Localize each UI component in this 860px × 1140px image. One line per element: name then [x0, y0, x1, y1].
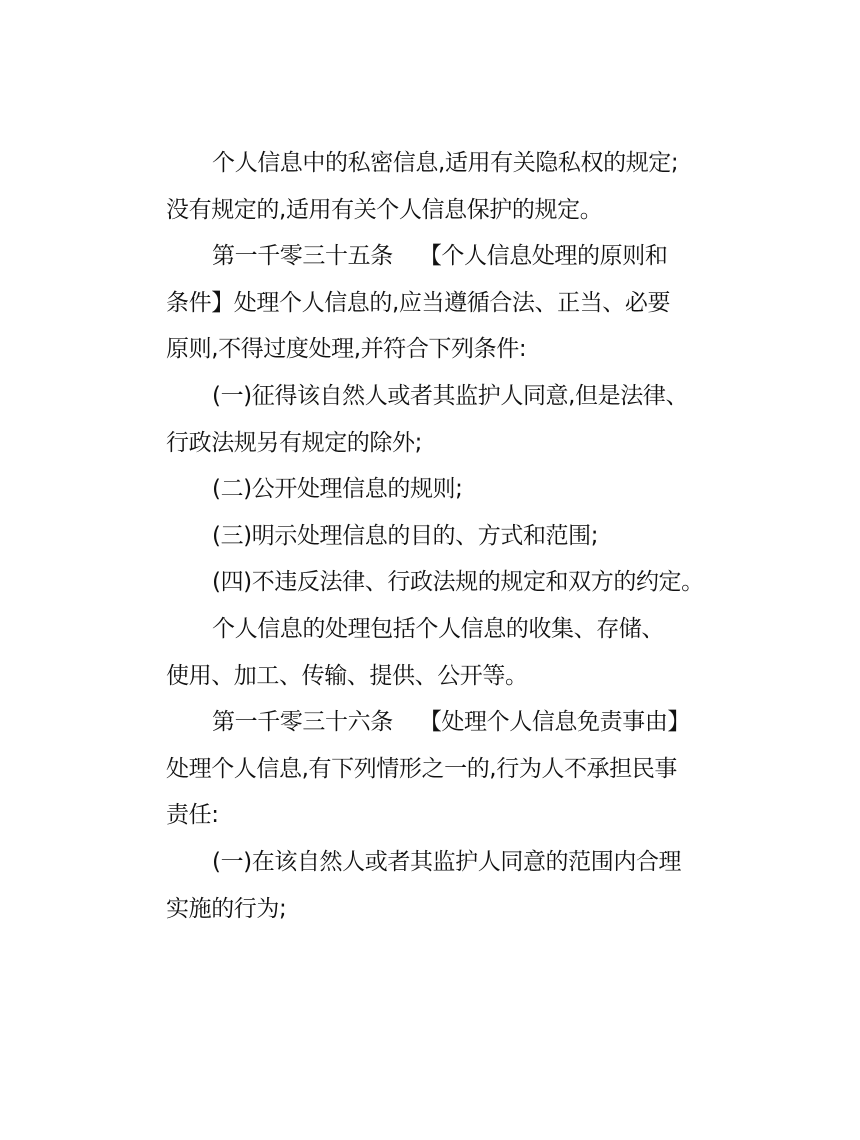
text-line: (三)明示处理信息的目的、方式和范围;	[212, 522, 599, 549]
text-line: (一)征得该自然人或者其监护人同意,但是法律、	[212, 382, 689, 409]
text-line: 没有规定的,适用有关个人信息保护的规定。	[166, 196, 603, 223]
article-heading-line	[166, 699, 726, 746]
text-line: 责任:	[166, 802, 219, 829]
text-line: 实施的行为;	[166, 895, 287, 922]
text-line: 条件】处理个人信息的,应当遵循合法、正当、必要	[166, 289, 671, 316]
article-heading-line	[166, 233, 726, 280]
text-line: 处理个人信息,有下列情形之一的,行为人不承担民事	[166, 755, 678, 782]
text-line: 个人信息中的私密信息,适用有关隐私权的规定;	[212, 150, 679, 176]
text-line: (一)在该自然人或者其监护人同意的范围内合理	[212, 848, 682, 875]
text-line: 行政法规另有规定的除外;	[166, 429, 422, 456]
article-title: 【个人信息处理的原则和	[418, 243, 668, 270]
document-body	[166, 140, 726, 932]
text-line: (二)公开处理信息的规则;	[212, 476, 463, 503]
text-line: 原则,不得过度处理,并符合下列条件:	[166, 336, 527, 363]
text-line: 使用、加工、传输、提供、公开等。	[166, 662, 528, 689]
article-number: 第一千零三十六条	[212, 709, 393, 736]
article-number: 第一千零三十五条	[212, 243, 393, 270]
text-line: (四)不违反法律、行政法规的规定和双方的约定。	[212, 569, 704, 596]
article-title: 【处理个人信息免责事由】	[418, 709, 691, 736]
text-line: 个人信息的处理包括个人信息的收集、存储、	[212, 615, 665, 642]
